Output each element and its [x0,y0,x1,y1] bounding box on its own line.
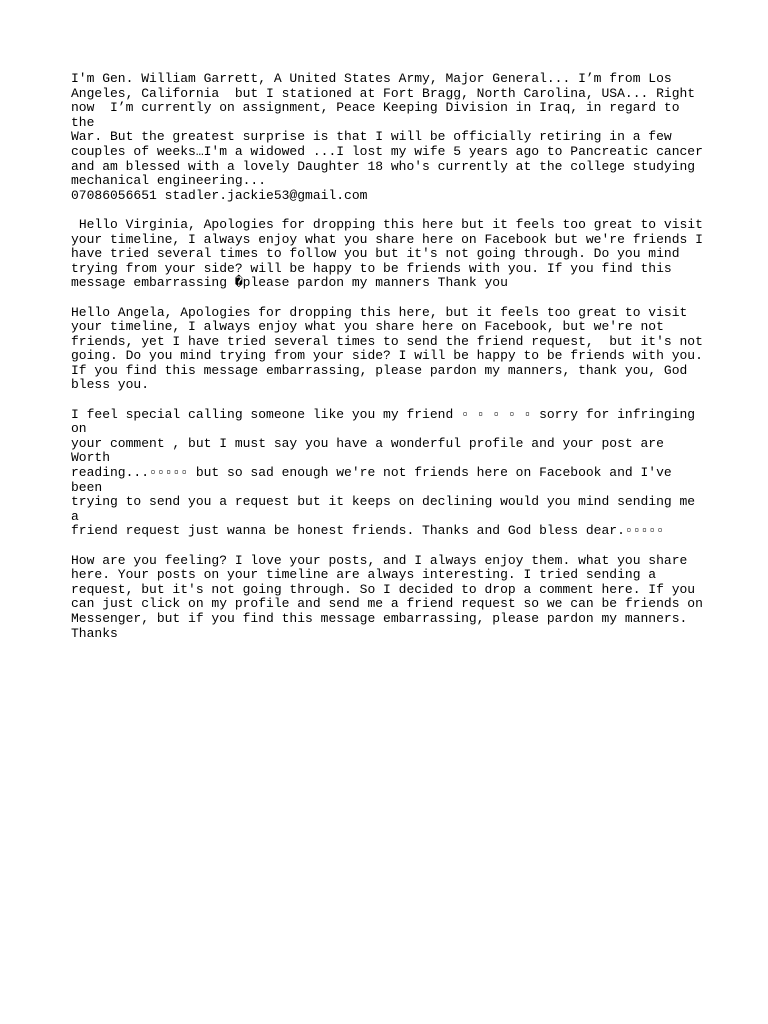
text-line: your comment , but I must say you have a wonderful profile and your post are Worth [71,435,672,466]
paragraph-how-are-you [71,554,707,642]
text-line: request, but it's not going through. So I decided to drop a comment here. If you [71,581,696,597]
text-line: bless you. [71,377,150,393]
text-line: your timeline, I always enjoy what you share here on Facebook but we're friends I [71,231,703,247]
text-line: I feel special calling someone like you my friend ▫ ▫ ▫ ▫ ▫ sorry for infringing on [71,406,703,437]
text-line: If you find this message embarrassing, please pardon my manners, thank you, God [71,362,688,378]
paragraph-hello-virginia [71,218,707,291]
paragraph-garrett-intro [71,72,707,203]
text-line: your timeline, I always enjoy what you share here on Facebook, but we're not [71,319,664,335]
text-line: message embarrassing �please pardon my manners Thank you [71,275,508,291]
text-line: can just click on my profile and send me a friend request so we can be friends on [71,596,703,612]
text-line: here. Your posts on your timeline are always interesting. I tried sending a [71,567,657,583]
text-line: trying from your side? will be happy to be friends with you. If you find this [71,260,672,276]
text-line: How are you feeling? I love your posts, and I always enjoy them. what you share [71,552,688,568]
text-line: going. Do you mind trying from your side? I will be happy to be friends with you. [71,348,703,364]
text-line: Messenger, but if you find this message embarrassing, please pardon my manners. [71,610,688,626]
text-line: couples of weeks…I'm a widowed ...I lost my wife 5 years ago to Pancreatic cancer [71,143,703,159]
text-line: friends, yet I have tried several times to send the friend request, but it's not [71,333,703,349]
text-line: and am blessed with a lovely Daughter 18 who's currently at the college studying [71,158,696,174]
text-line: Thanks [71,625,118,641]
text-line: War. But the greatest surprise is that I will be officially retiring in a few [71,129,672,145]
text-line: now I’m currently on assignment, Peace Keeping Division in Iraq, in regard to the [71,100,688,130]
text-line: trying to send you a request but it keeps on declining would you mind sending me a [71,494,703,524]
text-line: Angeles, California but I stationed at Fort Bragg, North Carolina, USA... Right [71,85,696,101]
text-line: Hello Virginia, Apologies for dropping this here but it feels too great to visit [71,216,703,232]
text-line: mechanical engineering... [71,173,267,189]
paragraph-special-friend [71,408,707,539]
text-line: I'm Gen. William Garrett, A United States Army, Major General... I’m from Los [71,71,672,86]
paragraph-hello-angela [71,306,707,394]
document-page [71,72,707,656]
contact-line: 07086056651 stadler.jackie53@gmail.com [71,187,368,203]
text-line: Hello Angela, Apologies for dropping this here, but it feels too great to visit [71,304,688,320]
text-line: have tried several times to follow you but it's not going through. Do you mind [71,246,680,262]
text-line: reading...▫▫▫▫▫ but so sad enough we're not friends here on Facebook and I've been [71,465,680,495]
text-line: friend request just wanna be honest friends. Thanks and God bless dear.▫▫▫▫▫ [71,523,664,539]
